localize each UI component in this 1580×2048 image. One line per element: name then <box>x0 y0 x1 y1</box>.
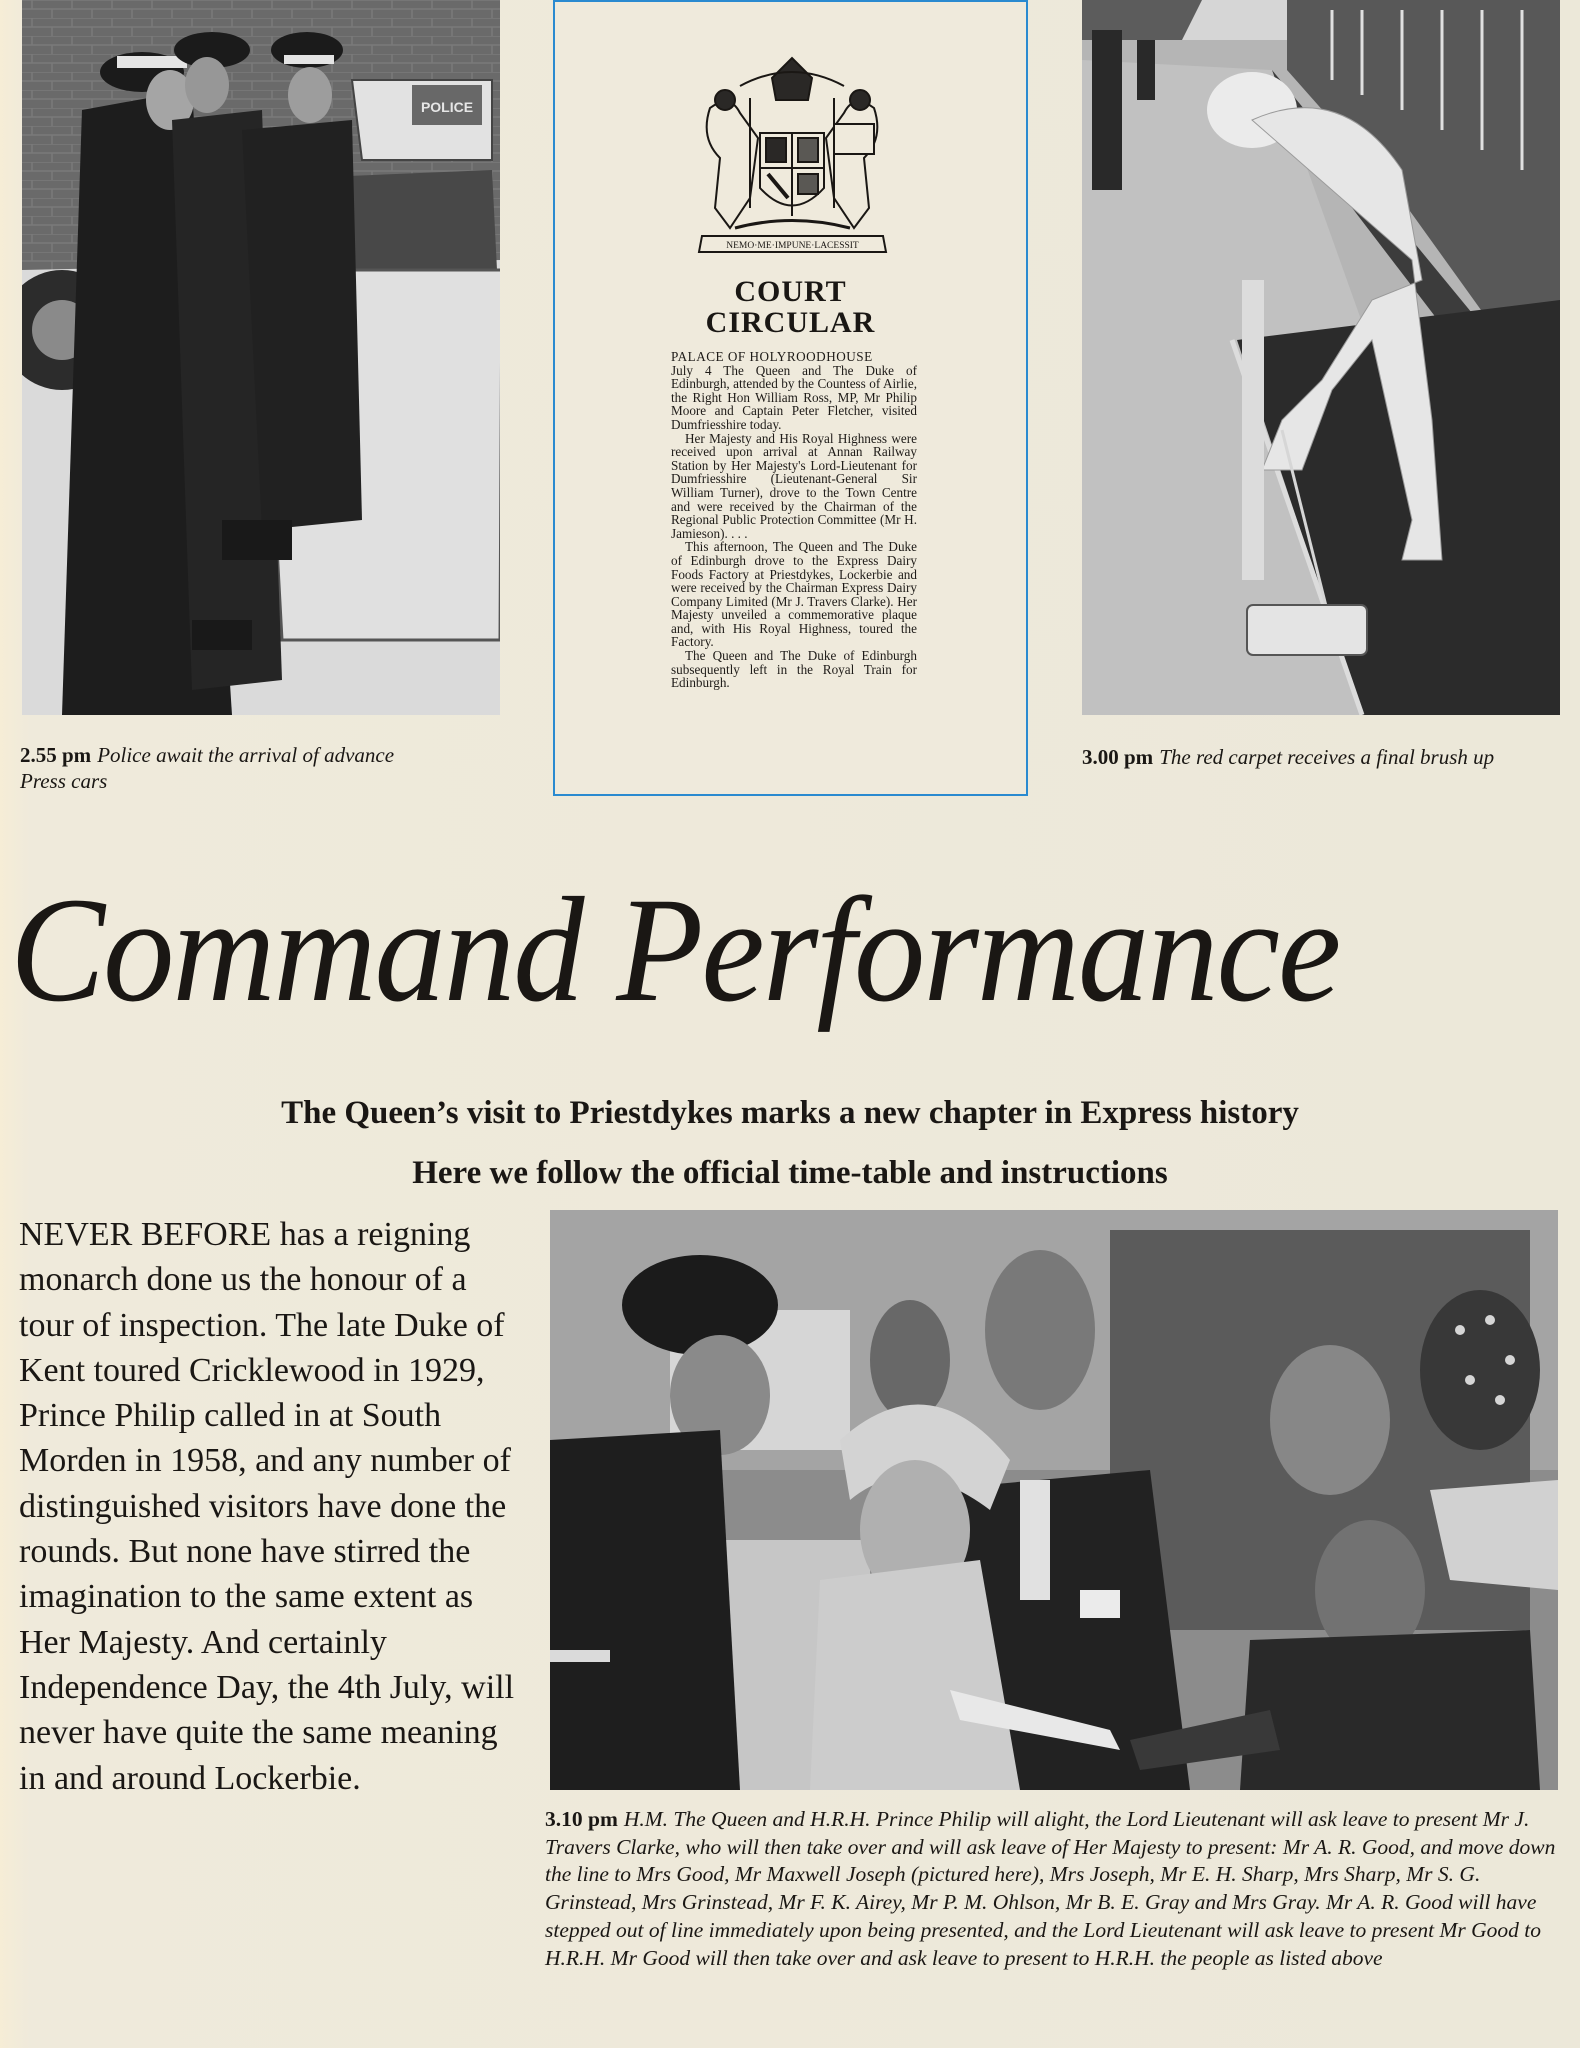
headline-subhead: The Queen’s visit to Priestdykes marks a new chapter in Express history <box>281 1095 1299 1131</box>
article-lead-in: NEVER BEFORE <box>19 1216 272 1253</box>
court-paragraph: This afternoon, The Queen and The Duke of Edinburgh drove to the Express Dairy Foods Factory at Priestdykes, Lockerbie and were received by the Chairman Express Dairy Company Limited (Mr J. Travers Clarke). Her Majesty unveiled a commemorative plaque and, with His Royal Highness, toured the Factory. <box>671 539 917 650</box>
court-circular-box <box>553 0 1028 796</box>
police-roof-sign: POLICE <box>420 99 474 115</box>
court-circular-title <box>555 276 1026 338</box>
caption-carpet <box>1082 744 1542 770</box>
photo-queen-handshake <box>550 1210 1558 1790</box>
caption-time: 3.00 pm <box>1082 745 1154 769</box>
headline-subhead: Here we follow the official time-table and instructions <box>412 1155 1168 1191</box>
headline-title: Command Performance <box>10 867 1340 1033</box>
photo-police-by-car <box>22 0 500 715</box>
royal-photo-image <box>550 1210 1558 1790</box>
article-text: has a reigning monarch done us the honour of a tour of inspection. The late Duke of Kent toured Cricklewood in 1929, Prince Philip called in at South Morden in 1958, and any number of distinguished visitors have done the rounds. But none have stirred the imagination to the same extent as Her Majesty. And certainly Independence Day, the 4th July, will never have quite the same meaning in and around Lockerbie. <box>19 1216 515 1797</box>
court-paragraph: Her Majesty and His Royal Highness were received upon arrival at Annan Railway Station by Her Majesty's Lord-Lieutenant for Dumfriesshire (Lieutenant-General Sir William Turner), drove to the Town Centre and were received by the Chairman of the Regional Public Protection Committee (Mr H. Jamieson). . . . <box>671 430 917 541</box>
carpet-photo-image <box>1082 0 1560 715</box>
caption-royal-schedule <box>545 1806 1565 1972</box>
court-paragraph: The Queen and The Duke of Edinburgh subsequently left in the Royal Train for Edinburgh. <box>671 648 917 691</box>
court-circular-heading: PALACE OF HOLYROODHOUSE <box>671 349 873 364</box>
court-circular-body <box>671 350 917 690</box>
caption-police <box>20 742 440 794</box>
caption-time: 3.10 pm <box>545 1807 618 1831</box>
photo-carpet-brushing <box>1082 0 1560 715</box>
article-body <box>19 1212 519 1801</box>
coat-of-arms-motto: NEMO·ME·IMPUNE·LACESSIT <box>726 241 859 251</box>
court-title-line-2: CIRCULAR <box>705 306 876 339</box>
caption-text: The red carpet receives a final brush up <box>1159 745 1495 769</box>
caption-text: H.M. The Queen and H.R.H. Prince Philip will alight, the Lord Lieutenant will ask leave to present Mr J. Travers Clarke, who will then take over and will ask leave of Her Majesty to present: Mr A. R. Good, and move down the line to Mrs Good, Mr Maxwell Joseph (pictured here), Mrs Joseph, Mr E. H. Sharp, Mrs Sharp, Mr S. G. Grinstead, Mrs Grinstead, Mr F. K. Airey, Mr P. M. Ohlson, Mr B. E. Gray and Mrs Gray. Mr A. R. Good will have stepped out of line immediately upon being presented, and the Lord Lieutenant will ask leave to present Mr Good to H.R.H. Mr Good will then take over and ask leave to present to H.R.H. the people as listed above <box>545 1807 1556 1970</box>
court-title-line-1: COURT <box>734 275 847 308</box>
caption-time: 2.55 pm <box>20 743 92 767</box>
court-paragraph: July 4 The Queen and The Duke of Edinburgh, attended by the Countess of Airlie, the Right Hon William Ross, MP, Mr Philip Moore and Captain Peter Fletcher, visited Dumfriesshire today. <box>671 362 917 432</box>
royal-coat-of-arms-icon <box>680 38 905 264</box>
police-photo-image <box>22 0 500 715</box>
caption-text: Police await the arrival of advance Press cars <box>20 743 395 793</box>
